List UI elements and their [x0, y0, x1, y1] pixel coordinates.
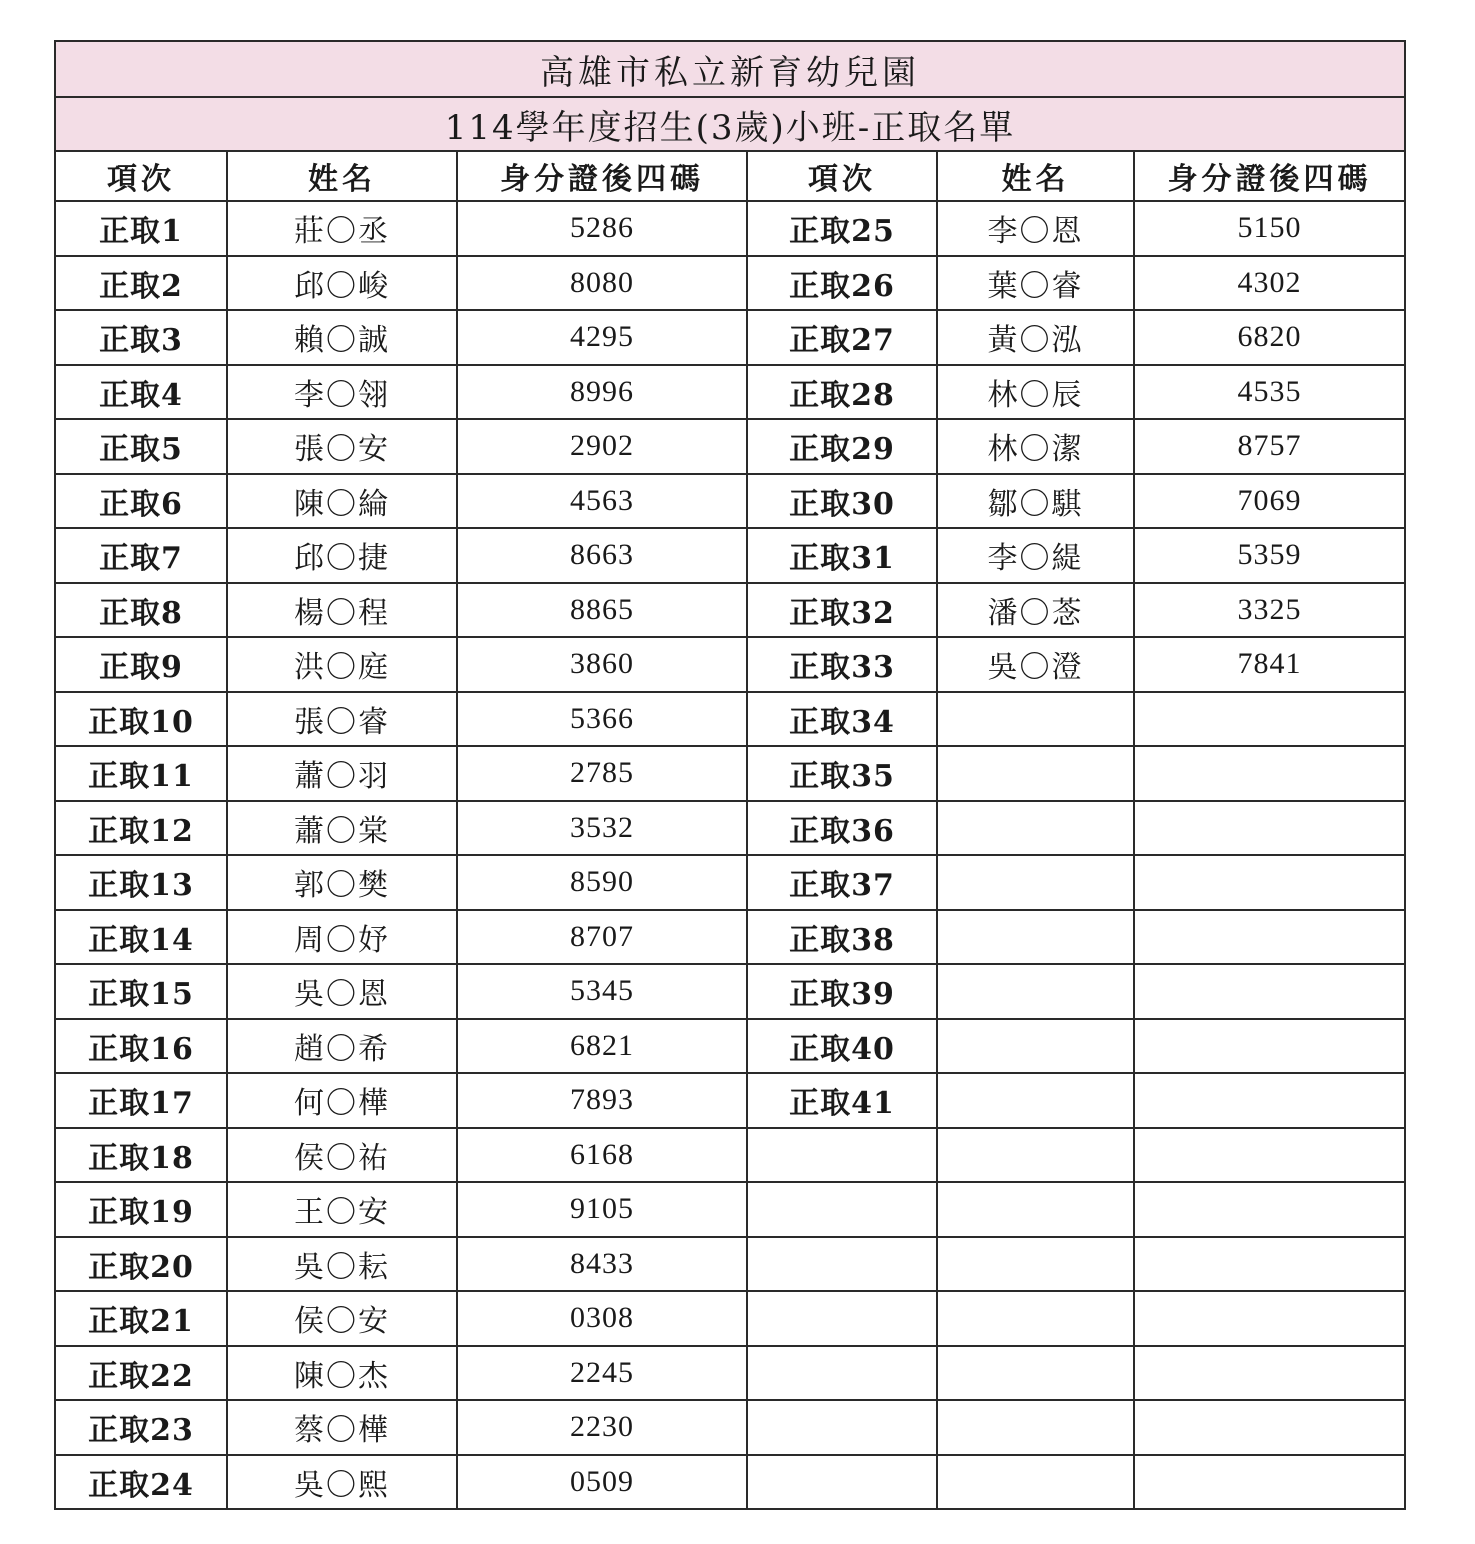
rank-cell-right: 正取40	[747, 1019, 937, 1074]
header-id-right: 身分證後四碼	[1134, 151, 1405, 201]
id-digits-cell-left: 5366	[457, 692, 747, 747]
rank-cell-right: 正取36	[747, 801, 937, 856]
rank-cell-left: 正取9	[55, 637, 227, 692]
name-cell-left: 陳〇綸	[227, 474, 457, 529]
name-cell-right	[937, 1455, 1134, 1510]
name-cell-left: 吳〇熙	[227, 1455, 457, 1510]
table-row	[55, 964, 1405, 1019]
rank-cell-left: 正取21	[55, 1291, 227, 1346]
id-digits-cell-left: 2245	[457, 1346, 747, 1401]
name-cell-right	[937, 1182, 1134, 1237]
id-digits-cell-right	[1134, 1346, 1405, 1401]
header-id-left: 身分證後四碼	[457, 151, 747, 201]
id-digits-cell-left: 8996	[457, 365, 747, 420]
id-digits-cell-left: 0308	[457, 1291, 747, 1346]
name-cell-left: 陳〇杰	[227, 1346, 457, 1401]
rank-cell-left: 正取14	[55, 910, 227, 965]
name-cell-right	[937, 1073, 1134, 1128]
id-digits-cell-left: 6821	[457, 1019, 747, 1074]
name-cell-left: 郭〇樊	[227, 855, 457, 910]
admission-roster-sheet	[54, 40, 1404, 1510]
header-row	[55, 151, 1405, 201]
name-cell-right: 黃〇泓	[937, 310, 1134, 365]
name-cell-left: 李〇翎	[227, 365, 457, 420]
table-row	[55, 583, 1405, 638]
id-digits-cell-left: 6168	[457, 1128, 747, 1183]
name-cell-right: 林〇潔	[937, 419, 1134, 474]
id-digits-cell-right	[1134, 1073, 1405, 1128]
rank-cell-left: 正取8	[55, 583, 227, 638]
name-cell-right	[937, 1346, 1134, 1401]
name-cell-left: 張〇安	[227, 419, 457, 474]
id-digits-cell-right	[1134, 1291, 1405, 1346]
rank-cell-left: 正取6	[55, 474, 227, 529]
rank-cell-right: 正取29	[747, 419, 937, 474]
name-cell-left: 楊〇程	[227, 583, 457, 638]
rank-cell-left: 正取12	[55, 801, 227, 856]
id-digits-cell-left: 2902	[457, 419, 747, 474]
id-digits-cell-right	[1134, 692, 1405, 747]
table-row	[55, 419, 1405, 474]
id-digits-cell-right: 8757	[1134, 419, 1405, 474]
name-cell-right: 鄒〇騏	[937, 474, 1134, 529]
rank-cell-left: 正取16	[55, 1019, 227, 1074]
name-cell-left: 賴〇誠	[227, 310, 457, 365]
id-digits-cell-right	[1134, 855, 1405, 910]
name-cell-left: 莊〇丞	[227, 201, 457, 256]
name-cell-left: 何〇樺	[227, 1073, 457, 1128]
rank-cell-left: 正取5	[55, 419, 227, 474]
header-name-right: 姓名	[937, 151, 1134, 201]
id-digits-cell-left: 8590	[457, 855, 747, 910]
list-subtitle: 114學年度招生(3歲)小班-正取名單	[55, 97, 1405, 151]
name-cell-left: 周〇妤	[227, 910, 457, 965]
name-cell-left: 王〇安	[227, 1182, 457, 1237]
rank-cell-left: 正取17	[55, 1073, 227, 1128]
rank-cell-right: 正取28	[747, 365, 937, 420]
rank-cell-left: 正取2	[55, 256, 227, 311]
rank-cell-left: 正取4	[55, 365, 227, 420]
id-digits-cell-right	[1134, 1237, 1405, 1292]
table-row	[55, 637, 1405, 692]
table-row	[55, 1182, 1405, 1237]
table-row	[55, 1237, 1405, 1292]
rank-cell-right: 正取27	[747, 310, 937, 365]
id-digits-cell-left: 0509	[457, 1455, 747, 1510]
rank-cell-left: 正取1	[55, 201, 227, 256]
id-digits-cell-left: 7893	[457, 1073, 747, 1128]
header-name-left: 姓名	[227, 151, 457, 201]
name-cell-right	[937, 801, 1134, 856]
table-row	[55, 474, 1405, 529]
name-cell-right	[937, 964, 1134, 1019]
rank-cell-left: 正取15	[55, 964, 227, 1019]
rank-cell-right	[747, 1291, 937, 1346]
id-digits-cell-right: 7069	[1134, 474, 1405, 529]
name-cell-right	[937, 1400, 1134, 1455]
id-digits-cell-right: 5150	[1134, 201, 1405, 256]
rank-cell-right: 正取34	[747, 692, 937, 747]
id-digits-cell-right: 4302	[1134, 256, 1405, 311]
table-row	[55, 1073, 1405, 1128]
rank-cell-right: 正取26	[747, 256, 937, 311]
rank-cell-left: 正取23	[55, 1400, 227, 1455]
rank-cell-right: 正取25	[747, 201, 937, 256]
rank-cell-right: 正取39	[747, 964, 937, 1019]
rank-cell-right	[747, 1128, 937, 1183]
name-cell-left: 邱〇峻	[227, 256, 457, 311]
name-cell-left: 蕭〇棠	[227, 801, 457, 856]
table-row	[55, 1291, 1405, 1346]
name-cell-right	[937, 1019, 1134, 1074]
table-row	[55, 1019, 1405, 1074]
table-row	[55, 1128, 1405, 1183]
id-digits-cell-left: 4295	[457, 310, 747, 365]
name-cell-left: 蕭〇羽	[227, 746, 457, 801]
rank-cell-right	[747, 1400, 937, 1455]
table-row	[55, 256, 1405, 311]
rank-cell-right	[747, 1346, 937, 1401]
name-cell-right	[937, 1291, 1134, 1346]
id-digits-cell-right	[1134, 964, 1405, 1019]
rank-cell-right	[747, 1455, 937, 1510]
name-cell-right: 李〇緹	[937, 528, 1134, 583]
table-row	[55, 746, 1405, 801]
id-digits-cell-left: 2785	[457, 746, 747, 801]
school-title: 高雄市私立新育幼兒園	[55, 41, 1405, 97]
rank-cell-left: 正取11	[55, 746, 227, 801]
rank-cell-left: 正取20	[55, 1237, 227, 1292]
name-cell-right	[937, 746, 1134, 801]
name-cell-left: 洪〇庭	[227, 637, 457, 692]
rank-cell-right: 正取31	[747, 528, 937, 583]
name-cell-right	[937, 855, 1134, 910]
rank-cell-right: 正取33	[747, 637, 937, 692]
name-cell-right: 潘〇菍	[937, 583, 1134, 638]
rank-cell-right: 正取32	[747, 583, 937, 638]
table-row	[55, 692, 1405, 747]
name-cell-right	[937, 1237, 1134, 1292]
name-cell-left: 蔡〇樺	[227, 1400, 457, 1455]
name-cell-right: 林〇辰	[937, 365, 1134, 420]
table-row	[55, 1346, 1405, 1401]
rank-cell-right: 正取37	[747, 855, 937, 910]
name-cell-right: 李〇恩	[937, 201, 1134, 256]
admission-roster-table	[54, 40, 1406, 1510]
table-row	[55, 310, 1405, 365]
rank-cell-left: 正取22	[55, 1346, 227, 1401]
rank-cell-left: 正取18	[55, 1128, 227, 1183]
rank-cell-right: 正取38	[747, 910, 937, 965]
id-digits-cell-right	[1134, 1455, 1405, 1510]
table-row	[55, 801, 1405, 856]
table-row	[55, 201, 1405, 256]
id-digits-cell-right: 5359	[1134, 528, 1405, 583]
id-digits-cell-right	[1134, 1128, 1405, 1183]
id-digits-cell-right	[1134, 801, 1405, 856]
id-digits-cell-right: 4535	[1134, 365, 1405, 420]
rank-cell-right: 正取41	[747, 1073, 937, 1128]
name-cell-left: 趙〇希	[227, 1019, 457, 1074]
id-digits-cell-left: 3860	[457, 637, 747, 692]
id-digits-cell-right	[1134, 910, 1405, 965]
table-row	[55, 910, 1405, 965]
rank-cell-right: 正取35	[747, 746, 937, 801]
header-rank-left: 項次	[55, 151, 227, 201]
id-digits-cell-left: 9105	[457, 1182, 747, 1237]
rank-cell-left: 正取24	[55, 1455, 227, 1510]
id-digits-cell-left: 4563	[457, 474, 747, 529]
id-digits-cell-right	[1134, 1182, 1405, 1237]
rank-cell-left: 正取3	[55, 310, 227, 365]
table-row	[55, 855, 1405, 910]
name-cell-right: 葉〇睿	[937, 256, 1134, 311]
header-rank-right: 項次	[747, 151, 937, 201]
name-cell-left: 侯〇安	[227, 1291, 457, 1346]
id-digits-cell-right	[1134, 1019, 1405, 1074]
id-digits-cell-left: 8865	[457, 583, 747, 638]
id-digits-cell-right: 3325	[1134, 583, 1405, 638]
rank-cell-left: 正取7	[55, 528, 227, 583]
id-digits-cell-right: 6820	[1134, 310, 1405, 365]
id-digits-cell-right: 7841	[1134, 637, 1405, 692]
rank-cell-right: 正取30	[747, 474, 937, 529]
id-digits-cell-left: 3532	[457, 801, 747, 856]
id-digits-cell-left: 2230	[457, 1400, 747, 1455]
table-row	[55, 528, 1405, 583]
name-cell-left: 邱〇捷	[227, 528, 457, 583]
rank-cell-right	[747, 1237, 937, 1292]
name-cell-left: 吳〇耘	[227, 1237, 457, 1292]
name-cell-right	[937, 1128, 1134, 1183]
rank-cell-left: 正取19	[55, 1182, 227, 1237]
id-digits-cell-left: 8080	[457, 256, 747, 311]
id-digits-cell-left: 5345	[457, 964, 747, 1019]
table-row	[55, 365, 1405, 420]
name-cell-left: 侯〇祐	[227, 1128, 457, 1183]
rank-cell-left: 正取13	[55, 855, 227, 910]
name-cell-left: 張〇睿	[227, 692, 457, 747]
rank-cell-left: 正取10	[55, 692, 227, 747]
table-row	[55, 1455, 1405, 1510]
rank-cell-right	[747, 1182, 937, 1237]
name-cell-left: 吳〇恩	[227, 964, 457, 1019]
name-cell-right: 吳〇澄	[937, 637, 1134, 692]
id-digits-cell-left: 8707	[457, 910, 747, 965]
id-digits-cell-left: 8663	[457, 528, 747, 583]
id-digits-cell-right	[1134, 1400, 1405, 1455]
name-cell-right	[937, 910, 1134, 965]
id-digits-cell-right	[1134, 746, 1405, 801]
id-digits-cell-left: 5286	[457, 201, 747, 256]
table-row	[55, 1400, 1405, 1455]
name-cell-right	[937, 692, 1134, 747]
id-digits-cell-left: 8433	[457, 1237, 747, 1292]
